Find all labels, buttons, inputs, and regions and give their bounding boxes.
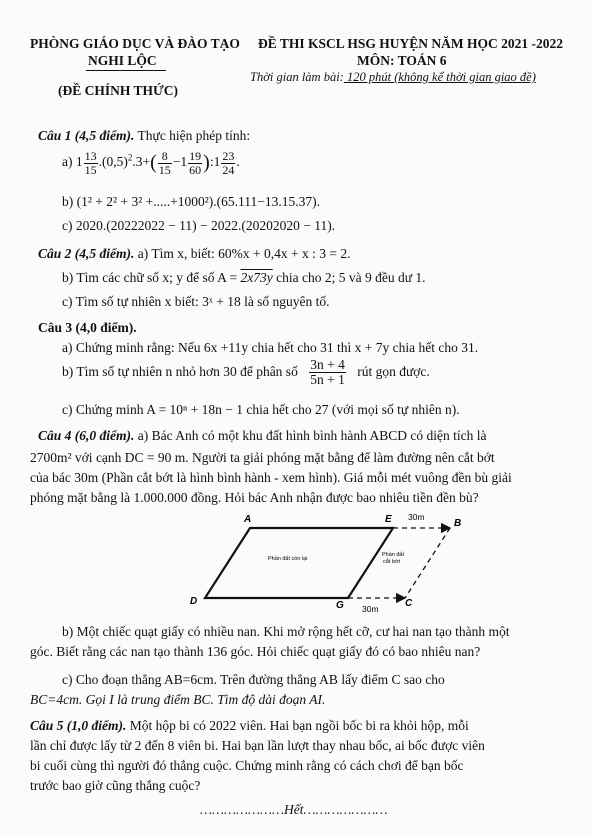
q4-line3: của bác 30m (Phần cắt bớt là hình bình hành - xem hình). Giá mỗi mét vuông đền bù giải <box>30 470 512 485</box>
q4-line4: phóng mặt bằng là 1.000.000 đồng. Hỏi bác Anh nhận được bao nhiêu tiền đền bù? <box>30 490 479 505</box>
q1-part-c: c) 2020.(20222022 − 11) − 2022.(20202020 − 11). <box>62 218 336 233</box>
q2b-pre: b) Tìm các chữ số x; y để số A = <box>62 270 241 285</box>
q1a-f1-den: 15 <box>84 162 97 177</box>
label-e: E <box>385 514 392 525</box>
cut-right-edge <box>405 528 450 598</box>
cut-label-1: Phần đất <box>382 552 405 558</box>
label-a: A <box>244 514 252 525</box>
q3b-post: rút gọn được. <box>357 363 430 379</box>
q5-line2: lần chỉ được lấy từ 2 đến 8 viên bi. Hai bạn lần lượt thay nhau bốc, ai bốc được viên <box>30 738 485 753</box>
q4-part-c-line2: BC=4cm. Gọi I là trung điểm BC. Tìm độ dài đoạn AI. <box>30 692 326 707</box>
q1-title: Câu 1 (4,5 điểm). <box>38 128 135 143</box>
q1a-f4-num: 23 <box>222 149 235 163</box>
q2-title: Câu 2 (4,5 điểm). <box>38 246 135 261</box>
exam-title: ĐỀ THI KSCL HSG HUYỆN NĂM HỌC 2021 -2022 <box>258 36 564 51</box>
q1a-mid2: .3+ <box>132 154 151 170</box>
q3b-pre: b) Tìm số tự nhiên n nhỏ hơn 30 để phân số <box>62 363 298 379</box>
q3-part-c: c) Chứng minh A = 10ⁿ + 18n − 1 chia hết cho 27 (với mọi số tự nhiên n). <box>62 402 460 417</box>
label-d: D <box>190 596 198 607</box>
q4-part-b-line2: góc. Biết rằng các nan tạo thành 136 góc. Hỏi chiếc quạt giấy đó có bao nhiêu nan? <box>30 644 481 659</box>
bottom-length: 30m <box>362 604 379 614</box>
remaining-label: Phần đất còn lại <box>268 556 308 562</box>
q3-title: Câu 3 (4,0 điểm). <box>38 320 137 335</box>
q1a-f2-den: 15 <box>158 162 171 177</box>
q2b-post: chia cho 2; 5 và 9 đều dư 1. <box>272 270 426 285</box>
q1a-f3-den: 60 <box>189 162 202 177</box>
q2b-number: 2x73y <box>240 270 273 285</box>
top-length: 30m <box>408 512 425 522</box>
subject-title: MÔN: TOÁN 6 <box>357 53 447 68</box>
q1a-f4-den: 24 <box>222 162 235 177</box>
q1-part-b: b) (1² + 2² + 3² +.....+1000²).(65.111−13.15.37). <box>62 194 320 209</box>
q1a-exp: 2 <box>127 152 133 163</box>
official-label: (ĐỀ CHÍNH THỨC) <box>58 83 179 98</box>
q5-heading <box>30 718 469 734</box>
q1-intro: Thực hiện phép tính: <box>134 128 251 143</box>
q4-line1: a) Bác Anh có một khu đất hình bình hành ABCD có diện tích là <box>134 428 487 443</box>
label-g: G <box>336 600 344 611</box>
q1a-mid1: .(0,5) <box>98 154 128 170</box>
q4-line2: 2700m² với cạnh DC = 90 m. Người ta giải phóng mặt bằng để làm đường nên cắt bớt <box>30 450 495 465</box>
label-b: B <box>454 518 462 529</box>
q3-part-a: a) Chứng minh rằng: Nếu 6x +11y chia hết cho 31 thì x + 7y chia hết cho 31. <box>62 340 479 355</box>
q3b-den: 5n + 1 <box>310 372 345 388</box>
q1a-mid3: −1 <box>172 154 188 170</box>
q1a-mid4: :1 <box>209 154 221 170</box>
q5-line4: trước bao giờ cũng thắng cuộc? <box>30 778 201 793</box>
q1a-f1-num: 13 <box>84 149 97 163</box>
q5-line3: bi cuối cùng thì người đó thắng cuộc. Chứng minh rằng có cách chơi để bạn bốc <box>30 758 464 773</box>
dept-name: PHÒNG GIÁO DỤC VÀ ĐÀO TẠO <box>30 36 240 51</box>
q4-part-b-line1: b) Một chiếc quạt giấy có nhiều nan. Khi mở rộng hết cỡ, cư hai nan tạo thành một <box>62 624 510 639</box>
label-c: C <box>405 598 413 609</box>
q1a-paren-close: ) <box>203 151 210 174</box>
q1a-end: . <box>236 154 240 170</box>
q1a-paren-open: ( <box>150 151 157 174</box>
q1a-label: a) <box>62 154 73 170</box>
q2-part-a: a) Tìm x, biết: 60%x + 0,4x + x : 3 = 2. <box>134 246 351 261</box>
q1a-whole1: 1 <box>75 154 83 170</box>
q4-part-c-line1: c) Cho đoạn thẳng AB=6cm. Trên đường thẳng AB lấy điểm C sao cho <box>62 672 445 687</box>
time-prefix: Thời gian làm bài: <box>250 70 344 84</box>
q1a-f2-num: 8 <box>158 150 172 164</box>
q4-title: Câu 4 (6,0 điểm). <box>38 428 135 443</box>
q3b-num: 3n + 4 <box>310 357 345 372</box>
q2-part-c: c) Tìm số tự nhiên x biết: 3ˣ + 18 là số nguyên tố. <box>62 294 330 309</box>
q1a-f3-num: 19 <box>189 149 202 163</box>
cut-label-2: cắt bớt <box>383 559 401 565</box>
time-value: 120 phút (không kể thời gian giao đề) <box>343 70 536 84</box>
q5-line1: Một hộp bi có 2022 viên. Hai bạn ngồi bốc bi ra khỏi hộp, mỗi <box>126 718 469 733</box>
remaining-land-shape <box>205 528 393 598</box>
q5-title: Câu 5 (1,0 điểm). <box>30 718 127 733</box>
district-name: NGHI LỘC <box>88 53 157 68</box>
end-marker: …………………Hết………………… <box>200 802 388 817</box>
